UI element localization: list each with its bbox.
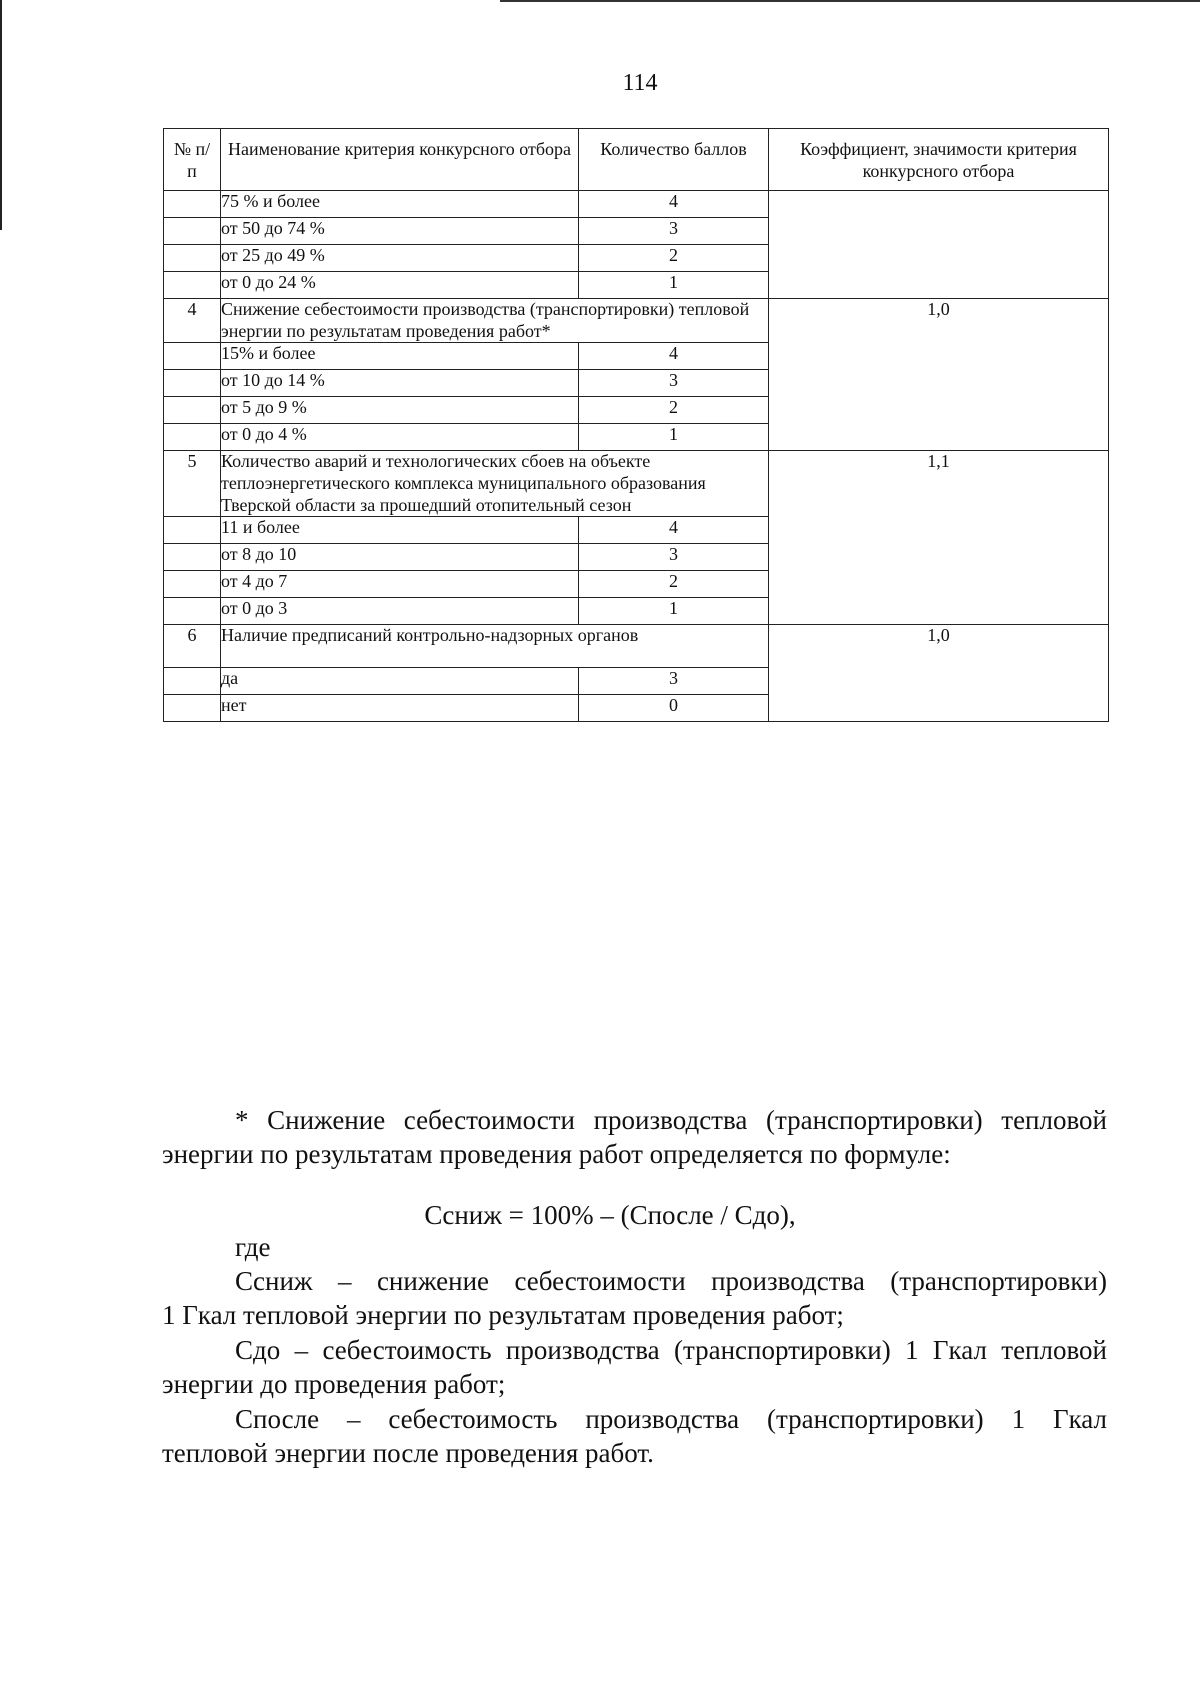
points-cell: 4 <box>579 191 769 218</box>
points-cell: 1 <box>579 424 769 451</box>
points-cell: 2 <box>579 397 769 424</box>
points-cell: 1 <box>579 272 769 299</box>
criterion-option: от 0 до 4 % <box>221 424 579 451</box>
points-cell: 2 <box>579 571 769 598</box>
num-cell <box>164 245 221 272</box>
coefficient-cell: 1,1 <box>769 451 1109 625</box>
coefficient-cell <box>769 191 1109 299</box>
num-cell <box>164 571 221 598</box>
criterion-option: от 10 до 14 % <box>221 370 579 397</box>
num-cell <box>164 424 221 451</box>
where-label: где <box>235 1232 271 1262</box>
criteria-table <box>163 128 1109 722</box>
num-cell <box>164 598 221 625</box>
criterion-title: Наличие предписаний контрольно-надзорных органов <box>221 625 769 668</box>
num-cell <box>164 397 221 424</box>
points-cell: 4 <box>579 343 769 370</box>
formula: Сcниж = 100% – (Спосле / Сдо), <box>424 1200 796 1230</box>
criterion-option: 75 % и более <box>221 191 579 218</box>
definition-cdo-cont: энергии до проведения работ; <box>162 1369 506 1399</box>
criterion-option: от 0 до 3 <box>221 598 579 625</box>
table-row <box>164 625 1109 668</box>
num-cell <box>164 370 221 397</box>
num-cell <box>164 544 221 571</box>
header-points: Количество баллов <box>579 129 769 191</box>
definition-cposle-cont: тепловой энергии после проведения работ. <box>162 1438 654 1468</box>
criterion-number: 4 <box>164 299 221 343</box>
criterion-option: от 8 до 10 <box>221 544 579 571</box>
points-cell: 3 <box>579 370 769 397</box>
criterion-title: Снижение себестоимости производства (транспортировки) тепловой энергии по результатам проведения работ* <box>221 299 769 343</box>
criterion-option: от 5 до 9 % <box>221 397 579 424</box>
points-cell: 3 <box>579 668 769 695</box>
points-cell: 0 <box>579 695 769 722</box>
table-header-row <box>164 129 1109 191</box>
criterion-option: да <box>221 668 579 695</box>
criterion-option: от 25 до 49 % <box>221 245 579 272</box>
num-cell <box>164 191 221 218</box>
header-coefficient: Коэффициент, значимости критерия конкурсного отбора <box>769 129 1109 191</box>
points-cell: 3 <box>579 544 769 571</box>
criterion-option: от 4 до 7 <box>221 571 579 598</box>
points-cell: 3 <box>579 218 769 245</box>
footnote-line-1: * Снижение себестоимости производства (транспортировки) тепловой <box>235 1105 1107 1135</box>
num-cell <box>164 695 221 722</box>
table-row <box>164 451 1109 517</box>
definition-csnizh-cont: 1 Гкал тепловой энергии по результатам проведения работ; <box>162 1300 844 1330</box>
criterion-option: от 0 до 24 % <box>221 272 579 299</box>
criterion-number: 5 <box>164 451 221 517</box>
definition-cdo: Сдо – себестоимость производства (транспортировки) 1 Гкал тепловой <box>235 1335 1107 1365</box>
table-row <box>164 299 1109 343</box>
definition-csnizh: Сcниж – снижение себестоимости производства (транспортировки) <box>235 1266 1107 1296</box>
footnote-line-2: энергии по результатам проведения работ определяется по формуле: <box>162 1139 951 1169</box>
points-cell: 4 <box>579 517 769 544</box>
num-cell <box>164 668 221 695</box>
page-number: 114 <box>622 70 658 96</box>
scan-edge-left <box>0 0 2 230</box>
coefficient-cell: 1,0 <box>769 625 1109 722</box>
num-cell <box>164 343 221 370</box>
criterion-option: 15% и более <box>221 343 579 370</box>
points-cell: 2 <box>579 245 769 272</box>
header-num: № п/п <box>164 129 221 191</box>
criterion-option: 11 и более <box>221 517 579 544</box>
criterion-title: Количество аварий и технологических сбоев на объекте теплоэнергетического комплекса муниципального образования Тверской области за прошедший отопительный сезон <box>221 451 769 517</box>
table-row <box>164 191 1109 218</box>
criterion-option: нет <box>221 695 579 722</box>
num-cell <box>164 218 221 245</box>
definition-cposle: Спосле – себестоимость производства (транспортировки) 1 Гкал <box>235 1404 1107 1434</box>
header-criterion-name: Наименование критерия конкурсного отбора <box>221 129 579 191</box>
criterion-number: 6 <box>164 625 221 668</box>
num-cell <box>164 272 221 299</box>
num-cell <box>164 517 221 544</box>
coefficient-cell: 1,0 <box>769 299 1109 451</box>
criterion-option: от 50 до 74 % <box>221 218 579 245</box>
scan-edge-top <box>500 0 1200 2</box>
points-cell: 1 <box>579 598 769 625</box>
